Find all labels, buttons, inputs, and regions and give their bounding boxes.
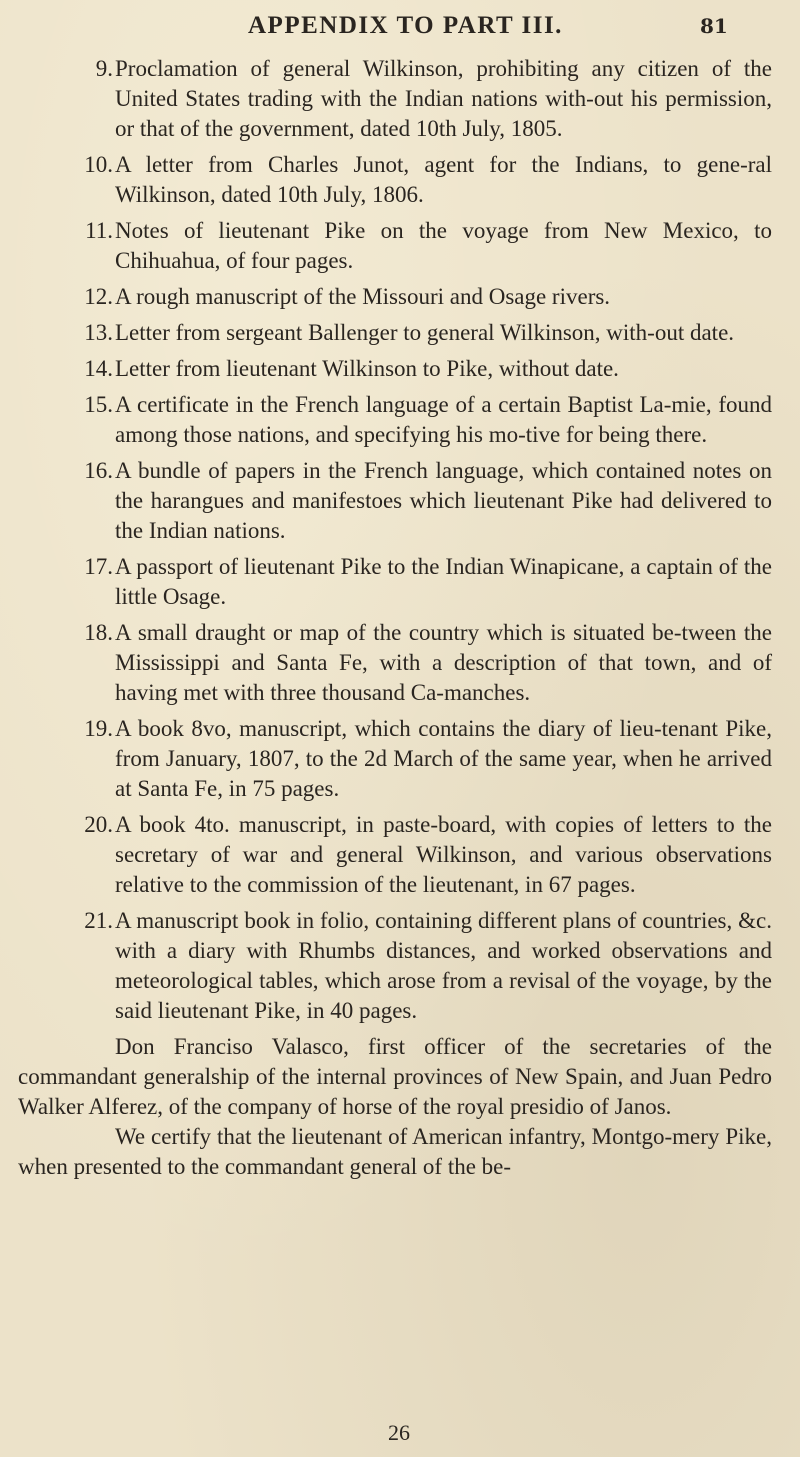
item-number: 14. <box>84 356 113 381</box>
item-text: A rough manuscript of the Missouri and Osage rivers. <box>115 284 611 309</box>
item-text: Proclamation of general Wilkinson, prohibiting any citizen of the United States trading with the Indian nations with-out his permission, or that of the government, dated 10th July, 1805. <box>115 56 772 141</box>
item-text: A manuscript book in folio, containing different plans of countries, &c. with a diary with Rhumbs distances, and worked observations and meteorological tables, which arose from a revisal of the voyage, by the said lieutenant Pike, in 40 pages. <box>115 908 772 1023</box>
page-number: 81 <box>700 14 728 38</box>
item-text: Notes of lieutenant Pike on the voyage from New Mexico, to Chihuahua, of four pages. <box>115 218 772 273</box>
item-text: A small draught or map of the country which is situated be-tween the Mississippi and Santa Fe, with a description of that town, and of having met with three thousand Ca-manches. <box>115 620 772 705</box>
list-item <box>0 810 800 900</box>
item-number: 10. <box>84 152 113 177</box>
item-text: A letter from Charles Junot, agent for the Indians, to gene-ral Wilkinson, dated 10th July, 1806. <box>115 152 772 207</box>
list-item <box>0 216 800 276</box>
running-head: APPENDIX TO PART III. <box>248 12 563 39</box>
item-number: 15. <box>84 392 113 417</box>
list-item <box>0 906 800 1026</box>
item-number: 9. <box>95 56 113 81</box>
item-text: A book 4to. manuscript, in paste-board, with copies of letters to the secretary of war and general Wilkinson, and various observations relative to the commission of the lieutenant, in 67 pages. <box>115 812 772 897</box>
enumerated-list <box>0 54 800 1026</box>
list-item <box>0 282 800 312</box>
item-text: A certificate in the French language of a certain Baptist La-mie, found among those nations, and specifying his mo-tive for being there. <box>115 392 772 447</box>
item-number: 21. <box>84 908 113 933</box>
list-item <box>0 318 800 348</box>
item-text: A passport of lieutenant Pike to the Indian Winapicane, a captain of the little Osage. <box>115 554 772 609</box>
paragraph-certification: We certify that the lieutenant of American infantry, Montgo-mery Pike, when presented to the commandant general of the be- <box>18 1124 772 1179</box>
signature-mark: 26 <box>388 1420 410 1445</box>
item-number: 19. <box>84 716 113 741</box>
list-item <box>0 354 800 384</box>
list-item <box>0 150 800 210</box>
list-item <box>0 54 800 144</box>
item-number: 18. <box>84 620 113 645</box>
list-item <box>0 390 800 450</box>
item-number: 16. <box>84 458 113 483</box>
item-number: 13. <box>84 320 113 345</box>
page-body <box>0 54 800 1182</box>
list-item <box>0 456 800 546</box>
list-item <box>0 714 800 804</box>
item-number: 12. <box>84 284 113 309</box>
item-number: 11. <box>85 218 113 243</box>
list-item <box>0 618 800 708</box>
item-text: Letter from lieutenant Wilkinson to Pike, without date. <box>115 356 619 381</box>
item-text: Letter from sergeant Ballenger to general Wilkinson, with-out date. <box>115 320 735 345</box>
item-text: A bundle of papers in the French language, which contained notes on the harangues and manifestoes which lieutenant Pike had delivered to the Indian nations. <box>115 458 772 543</box>
paragraph-officers: Don Franciso Valasco, first officer of the secretaries of the commandant generalship of the internal provinces of New Spain, and Juan Pedro Walker Alferez, of the company of horse of the royal presidio of Janos. <box>18 1034 772 1119</box>
list-item <box>0 552 800 612</box>
page-header <box>0 8 800 48</box>
item-text: A book 8vo, manuscript, which contains the diary of lieu-tenant Pike, from January, 1807, to the 2d March of the same year, when he arrived at Santa Fe, in 75 pages. <box>115 716 772 801</box>
item-number: 20. <box>84 812 113 837</box>
item-number: 17. <box>84 554 113 579</box>
